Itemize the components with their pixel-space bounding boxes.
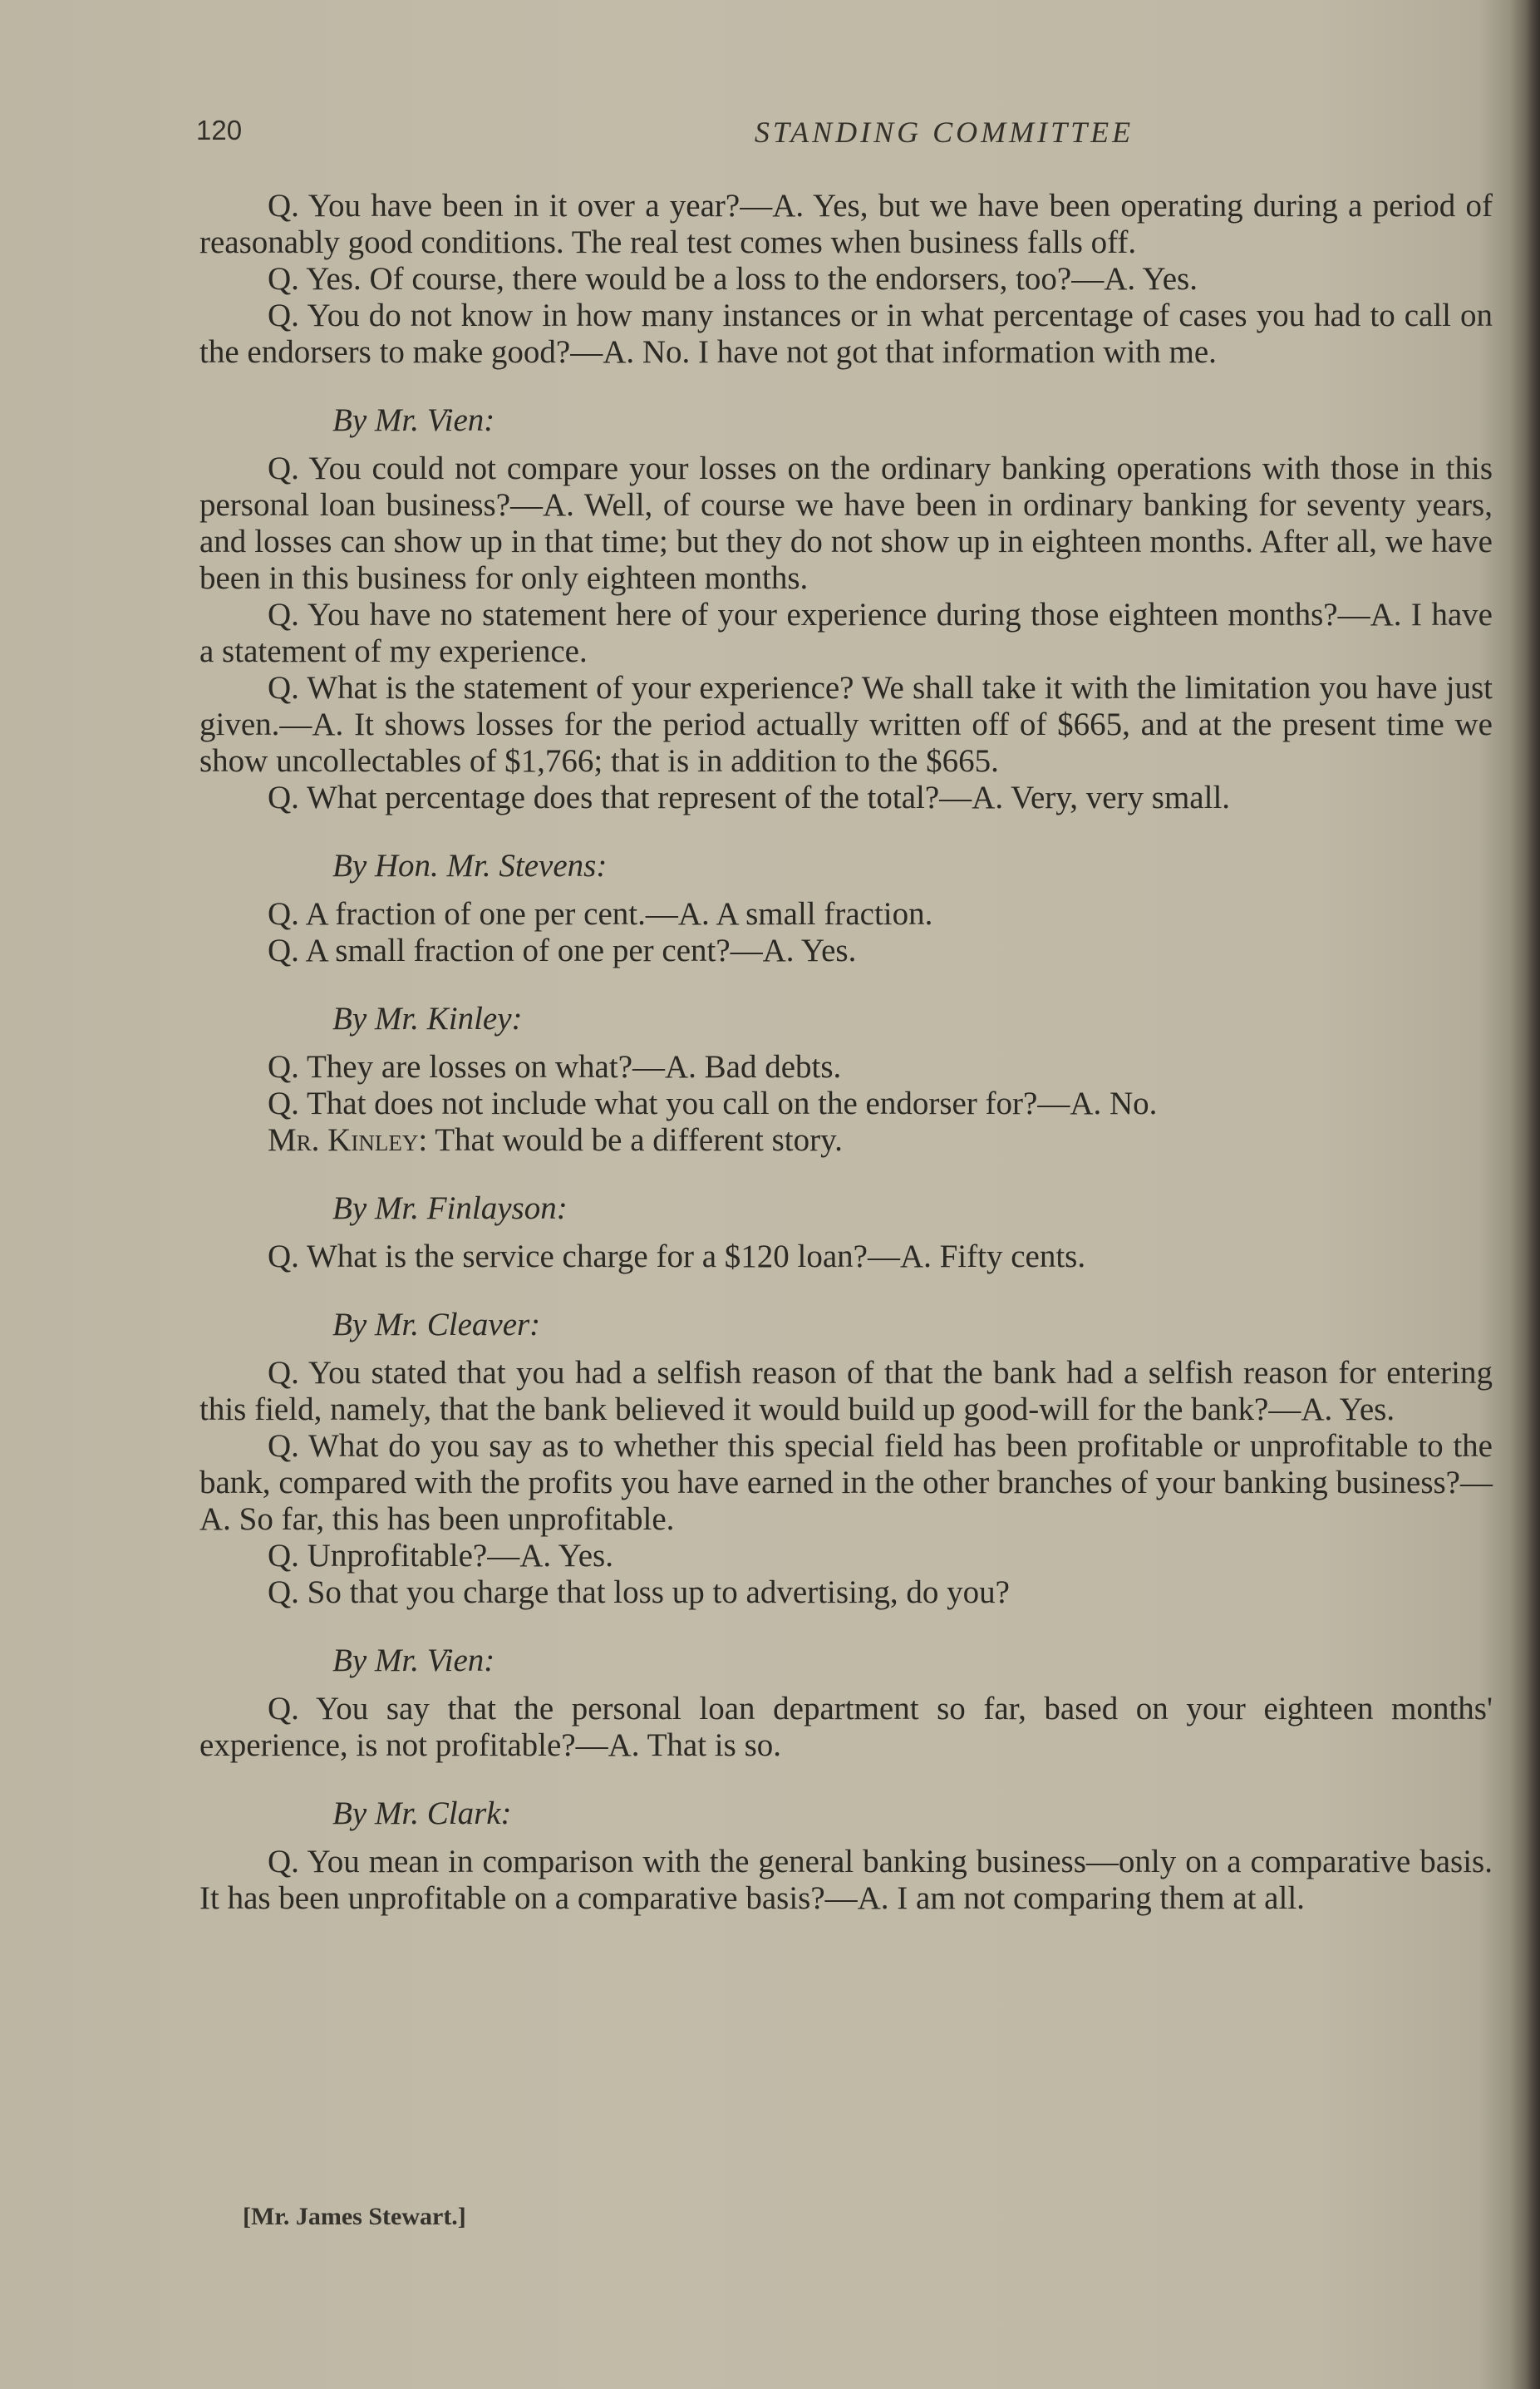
member-name: Mr. Kinley [268, 1122, 419, 1158]
examiner-heading: By Mr. Cleaver: [332, 1307, 541, 1342]
page-number: 120 [196, 115, 243, 145]
examiner-heading: By Mr. Finlayson: [332, 1190, 568, 1226]
transcript-body [199, 188, 1493, 1917]
question-answer-paragraph: Q. A small fraction of one per cent?—A. Yes. [268, 933, 857, 968]
question-answer-paragraph: Q. You do not know in how many instances or in what percentage of cases you had to call on the endorsers to make good?—A. No. I have not got that information with me. [199, 298, 1493, 370]
question-answer-paragraph: Q. You have been in it over a year?—A. Yes, but we have been operating during a period of reasonably good conditions. The real test comes when business falls off. [199, 188, 1493, 260]
page-header [196, 115, 1493, 156]
question-answer-paragraph: Q. You could not compare your losses on the ordinary banking operations with those in this personal loan business?—A. Well, of course we have been in ordinary banking for seventy years, and losses can show up in that time; but they do not show up in eighteen months. After all, we have been in this business for only eighteen months. [199, 451, 1493, 596]
witness-note: [Mr. James Stewart.] [243, 2203, 466, 2230]
running-head: STANDING COMMITTEE [754, 116, 1134, 149]
question-answer-paragraph: Q. Unprofitable?—A. Yes. [268, 1538, 613, 1574]
member-remark [199, 1122, 1493, 1159]
question-answer-paragraph: Q. You say that the personal loan department so far, based on your eighteen months' experience, is not profitable?—A. That is so. [199, 1691, 1493, 1763]
examiner-heading: By Mr. Clark: [332, 1795, 512, 1831]
question-answer-paragraph: Q. A fraction of one per cent.—A. A small fraction. [268, 896, 933, 932]
question-answer-paragraph: Q. You stated that you had a selfish reason of that the bank had a selfish reason for entering this field, namely, that the bank believed it would build up good-will for the bank?—A. Yes. [199, 1355, 1493, 1427]
examiner-heading: By Hon. Mr. Stevens: [332, 848, 608, 884]
question-answer-paragraph: Q. So that you charge that loss up to advertising, do you? [268, 1574, 1010, 1610]
examiner-heading: By Mr. Vien: [332, 402, 495, 438]
remark-text: : That would be a different story. [418, 1122, 843, 1158]
question-answer-paragraph: Q. Yes. Of course, there would be a loss to the endorsers, too?—A. Yes. [268, 261, 1198, 297]
question-answer-paragraph: Q. You mean in comparison with the general banking business—only on a comparative basis. It has been unprofitable on a comparative basis?—A. I am not comparing them at all. [199, 1844, 1493, 1916]
examiner-heading: By Mr. Vien: [332, 1643, 495, 1678]
question-answer-paragraph: Q. What do you say as to whether this special field has been profitable or unprofitable to the bank, compared with the profits you have earned in the other branches of your banking business?—A. So far, this has been unprofitable. [199, 1428, 1493, 1537]
question-answer-paragraph: Q. What is the service charge for a $120 loan?—A. Fifty cents. [268, 1239, 1086, 1274]
question-answer-paragraph: Q. You have no statement here of your experience during those eighteen months?—A. I have a statement of my experience. [199, 597, 1493, 669]
examiner-heading: By Mr. Kinley: [332, 1001, 523, 1037]
question-answer-paragraph: Q. What percentage does that represent of the total?—A. Very, very small. [268, 780, 1231, 815]
question-answer-paragraph: Q. They are losses on what?—A. Bad debts. [268, 1049, 842, 1085]
book-spine-shadow [1510, 0, 1540, 2389]
question-answer-paragraph: Q. That does not include what you call on the endorser for?—A. No. [268, 1086, 1158, 1121]
question-answer-paragraph: Q. What is the statement of your experience? We shall take it with the limitation you have just given.—A. It shows losses for the period actually written off of $665, and at the present time we show uncollectables of $1,766; that is in addition to the $665. [199, 670, 1493, 779]
